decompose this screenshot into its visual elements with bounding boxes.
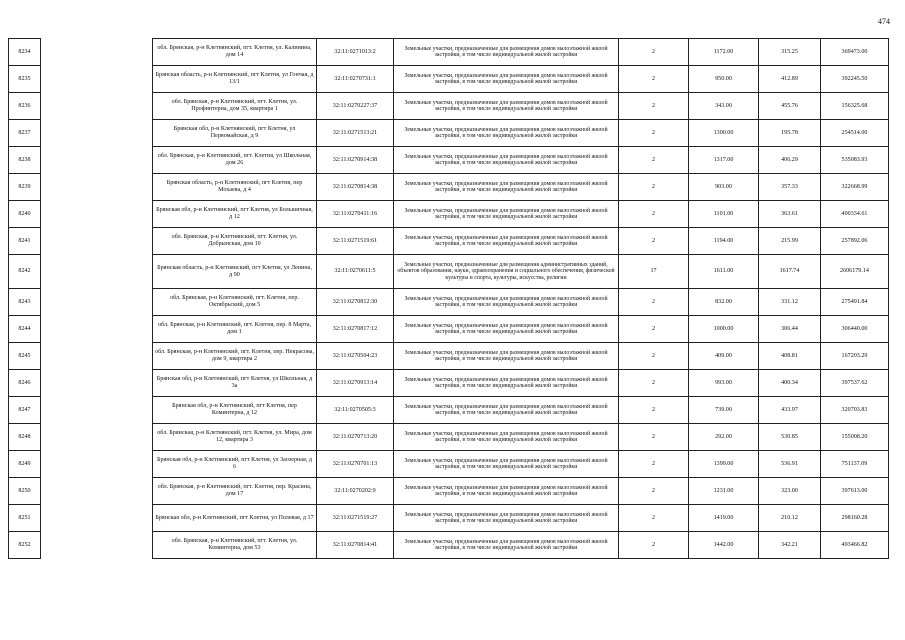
table-row [9, 343, 889, 370]
area-cell: 1300.00 [689, 120, 759, 147]
specific-value-cell: 357.33 [759, 174, 821, 201]
table-row [9, 424, 889, 451]
cadastral-number-cell: 32:11:0270505:3 [317, 397, 394, 424]
area-cell: 1419.00 [689, 505, 759, 532]
address-cell: Брянская область, р-н Клетнянский, пгт Клетня, ул Гончая, д 13/1 [153, 66, 317, 93]
use-group-cell: 2 [619, 532, 689, 559]
gap-cell [41, 120, 153, 147]
table-row [9, 255, 889, 289]
land-use-cell: Земельные участки, предназначенные для размещения домов малоэтажной жилой застройки, в том числе индивидуальной жилой застройки [394, 424, 619, 451]
specific-value-cell: 536.91 [759, 451, 821, 478]
area-cell: 1611.00 [689, 255, 759, 289]
cadastral-value-cell: 306440.00 [821, 316, 889, 343]
specific-value-cell: 323.00 [759, 478, 821, 505]
use-group-cell: 2 [619, 39, 689, 66]
table-row [9, 370, 889, 397]
address-cell: Брянская обл, р-н Клетнянский, пгт Клетня, ул Школьная, д 3а [153, 370, 317, 397]
row-number-cell: 8250 [9, 478, 41, 505]
use-group-cell: 2 [619, 174, 689, 201]
gap-cell [41, 39, 153, 66]
cadastral-number-cell: 32:11:0270814:38 [317, 174, 394, 201]
area-cell: 1000.00 [689, 316, 759, 343]
specific-value-cell: 363.61 [759, 201, 821, 228]
cadastral-number-cell: 32:11:0271513:21 [317, 120, 394, 147]
row-number-cell: 8251 [9, 505, 41, 532]
land-use-cell: Земельные участки, предназначенные для размещения административных зданий, объектов образования, науки, здравоохранения и социального обеспечения, физической культуры и спорта, культуры, искусства, религии [394, 255, 619, 289]
area-cell: 1172.00 [689, 39, 759, 66]
cadastral-number-cell: 32:11:0270913:14 [317, 370, 394, 397]
gap-cell [41, 174, 153, 201]
land-use-cell: Земельные участки, предназначенные для размещения домов малоэтажной жилой застройки, в том числе индивидуальной жилой застройки [394, 451, 619, 478]
row-number-cell: 8252 [9, 532, 41, 559]
specific-value-cell: 406.29 [759, 147, 821, 174]
area-cell: 1231.00 [689, 478, 759, 505]
area-cell: 993.00 [689, 370, 759, 397]
area-cell: 343.00 [689, 93, 759, 120]
gap-cell [41, 147, 153, 174]
cadastral-number-cell: 32:11:0270701:13 [317, 451, 394, 478]
gap-cell [41, 370, 153, 397]
land-use-cell: Земельные участки, предназначенные для размещения домов малоэтажной жилой застройки, в том числе индивидуальной жилой застройки [394, 120, 619, 147]
cadastral-value-cell: 397613.00 [821, 478, 889, 505]
use-group-cell: 2 [619, 66, 689, 93]
use-group-cell: 2 [619, 289, 689, 316]
specific-value-cell: 530.85 [759, 424, 821, 451]
specific-value-cell: 1617.74 [759, 255, 821, 289]
use-group-cell: 2 [619, 343, 689, 370]
address-cell: Брянская обл, р-н Клетнянский, пгт Клетня, ул Первомайская, д 9 [153, 120, 317, 147]
row-number-cell: 8239 [9, 174, 41, 201]
cadastral-value-cell: 322668.99 [821, 174, 889, 201]
area-cell: 1194.00 [689, 228, 759, 255]
row-number-cell: 8238 [9, 147, 41, 174]
land-use-cell: Земельные участки, предназначенные для размещения домов малоэтажной жилой застройки, в том числе индивидуальной жилой застройки [394, 66, 619, 93]
cadastral-value-table-container [8, 38, 889, 559]
use-group-cell: 2 [619, 478, 689, 505]
land-use-cell: Земельные участки, предназначенные для размещения домов малоэтажной жилой застройки, в том числе индивидуальной жилой застройки [394, 370, 619, 397]
row-number-cell: 8241 [9, 228, 41, 255]
gap-cell [41, 505, 153, 532]
specific-value-cell: 210.12 [759, 505, 821, 532]
cadastral-number-cell: 32:11:0270411:16 [317, 201, 394, 228]
page-number: 474 [878, 17, 890, 26]
gap-cell [41, 289, 153, 316]
gap-cell [41, 451, 153, 478]
use-group-cell: 2 [619, 424, 689, 451]
land-use-cell: Земельные участки, предназначенные для размещения домов малоэтажной жилой застройки, в том числе индивидуальной жилой застройки [394, 343, 619, 370]
row-number-cell: 8245 [9, 343, 41, 370]
row-number-cell: 8247 [9, 397, 41, 424]
gap-cell [41, 343, 153, 370]
table-row [9, 66, 889, 93]
address-cell: обл. Брянская, р-н Клетнянский, пгт. Клетня, ул. Профинтерна, дом 35, квартира 1 [153, 93, 317, 120]
specific-value-cell: 306.44 [759, 316, 821, 343]
table-row [9, 397, 889, 424]
cadastral-number-cell: 32:11:0271013:2 [317, 39, 394, 66]
cadastral-number-cell: 32:11:0270611:5 [317, 255, 394, 289]
specific-value-cell: 412.89 [759, 66, 821, 93]
land-use-cell: Земельные участки, предназначенные для размещения домов малоэтажной жилой застройки, в том числе индивидуальной жилой застройки [394, 289, 619, 316]
area-cell: 1317.00 [689, 147, 759, 174]
row-number-cell: 8240 [9, 201, 41, 228]
address-cell: Брянская область, р-н Клетнянский, пгт Клетня, ул Ленина, д 90 [153, 255, 317, 289]
cadastral-value-cell: 320703.83 [821, 397, 889, 424]
table-row [9, 147, 889, 174]
row-number-cell: 8248 [9, 424, 41, 451]
cadastral-value-cell: 535083.93 [821, 147, 889, 174]
address-cell: обл. Брянская, р-н Клетнянский, пгт. Клетня, ул. Калинина, дом 14 [153, 39, 317, 66]
cadastral-number-cell: 32:11:0270731:1 [317, 66, 394, 93]
specific-value-cell: 315.25 [759, 39, 821, 66]
cadastral-number-cell: 32:11:0271519:61 [317, 228, 394, 255]
gap-cell [41, 255, 153, 289]
table-row [9, 316, 889, 343]
table-row [9, 93, 889, 120]
cadastral-value-cell: 155008.20 [821, 424, 889, 451]
area-cell: 950.00 [689, 66, 759, 93]
cadastral-value-cell: 2606179.14 [821, 255, 889, 289]
address-cell: Брянская обл, р-н Клетнянский, пгт Клетня, ул Заозерная, д 6 [153, 451, 317, 478]
address-cell: обл. Брянская, р-н Клетнянский, пгт. Клетня, ул. Добрынская, дом 10 [153, 228, 317, 255]
gap-cell [41, 201, 153, 228]
table-row [9, 120, 889, 147]
cadastral-value-cell: 400334.61 [821, 201, 889, 228]
specific-value-cell: 455.76 [759, 93, 821, 120]
cadastral-value-cell: 298160.28 [821, 505, 889, 532]
use-group-cell: 2 [619, 316, 689, 343]
gap-cell [41, 316, 153, 343]
row-number-cell: 8243 [9, 289, 41, 316]
gap-cell [41, 66, 153, 93]
row-number-cell: 8249 [9, 451, 41, 478]
address-cell: обл. Брянская, р-н Клетнянский, пгт. Клетня, ул. Мира, дом 12, квартира 3 [153, 424, 317, 451]
row-number-cell: 8242 [9, 255, 41, 289]
gap-cell [41, 478, 153, 505]
table-row [9, 505, 889, 532]
cadastral-value-cell: 275491.84 [821, 289, 889, 316]
address-cell: обл. Брянская, р-н Клетнянский, пгт. Клетня, пер. Октябрьский, дом 5 [153, 289, 317, 316]
use-group-cell: 2 [619, 120, 689, 147]
address-cell: Брянская обл, р-н Клетнянский, пгт Клетня, ул Большичная, д 12 [153, 201, 317, 228]
cadastral-value-cell: 493466.82 [821, 532, 889, 559]
land-use-cell: Земельные участки, предназначенные для размещения домов малоэтажной жилой застройки, в том числе индивидуальной жилой застройки [394, 505, 619, 532]
cadastral-number-cell: 32:11:0270817:12 [317, 316, 394, 343]
row-number-cell: 8236 [9, 93, 41, 120]
cadastral-value-cell: 167203.29 [821, 343, 889, 370]
use-group-cell: 2 [619, 147, 689, 174]
use-group-cell: 2 [619, 228, 689, 255]
land-use-cell: Земельные участки, предназначенные для размещения домов малоэтажной жилой застройки, в том числе индивидуальной жилой застройки [394, 201, 619, 228]
cadastral-value-cell: 369473.00 [821, 39, 889, 66]
address-cell: обл. Брянская, р-н Клетнянский, пгт. Клетня, ул. Коминтерна, дом 53 [153, 532, 317, 559]
cadastral-number-cell: 32:11:0271519:27 [317, 505, 394, 532]
table-row [9, 478, 889, 505]
use-group-cell: 2 [619, 93, 689, 120]
cadastral-value-table [8, 38, 889, 559]
cadastral-value-cell: 751137.09 [821, 451, 889, 478]
address-cell: обл. Брянская, р-н Клетнянский, пгт. Клетня, пер. Красина, дом 17 [153, 478, 317, 505]
row-number-cell: 8244 [9, 316, 41, 343]
table-row [9, 451, 889, 478]
cadastral-value-cell: 156325.68 [821, 93, 889, 120]
land-use-cell: Земельные участки, предназначенные для размещения домов малоэтажной жилой застройки, в том числе индивидуальной жилой застройки [394, 174, 619, 201]
specific-value-cell: 215.99 [759, 228, 821, 255]
row-number-cell: 8246 [9, 370, 41, 397]
area-cell: 1399.00 [689, 451, 759, 478]
gap-cell [41, 532, 153, 559]
use-group-cell: 2 [619, 397, 689, 424]
use-group-cell: 2 [619, 370, 689, 397]
address-cell: Брянская обл, р-н Клетнянский, пгт Клетня, ул Полевая, д 17 [153, 505, 317, 532]
gap-cell [41, 228, 153, 255]
cadastral-number-cell: 32:11:0270814:41 [317, 532, 394, 559]
address-cell: Брянская обл, р-н Клетнянский, пгт Клетня, пер Коминтерна, д 12 [153, 397, 317, 424]
cadastral-value-cell: 257892.06 [821, 228, 889, 255]
land-use-cell: Земельные участки, предназначенные для размещения домов малоэтажной жилой застройки, в том числе индивидуальной жилой застройки [394, 478, 619, 505]
specific-value-cell: 195.78 [759, 120, 821, 147]
row-number-cell: 8234 [9, 39, 41, 66]
area-cell: 1442.00 [689, 532, 759, 559]
cadastral-value-cell: 254514.00 [821, 120, 889, 147]
gap-cell [41, 397, 153, 424]
cadastral-number-cell: 32:11:0270914:38 [317, 147, 394, 174]
specific-value-cell: 400.34 [759, 370, 821, 397]
table-row [9, 532, 889, 559]
table-row [9, 201, 889, 228]
row-number-cell: 8237 [9, 120, 41, 147]
table-body [9, 39, 889, 559]
cadastral-number-cell: 32:11:0270227:37 [317, 93, 394, 120]
area-cell: 409.00 [689, 343, 759, 370]
address-cell: обл. Брянская, р-н Клетнянский, пгт. Клетня, пер. 8 Марта, дом 1 [153, 316, 317, 343]
use-group-cell: 2 [619, 451, 689, 478]
table-row [9, 39, 889, 66]
land-use-cell: Земельные участки, предназначенные для размещения домов малоэтажной жилой застройки, в том числе индивидуальной жилой застройки [394, 228, 619, 255]
cadastral-value-cell: 397537.62 [821, 370, 889, 397]
cadastral-number-cell: 32:11:0270812:30 [317, 289, 394, 316]
land-use-cell: Земельные участки, предназначенные для размещения домов малоэтажной жилой застройки, в том числе индивидуальной жилой застройки [394, 316, 619, 343]
area-cell: 903.00 [689, 174, 759, 201]
land-use-cell: Земельные участки, предназначенные для размещения домов малоэтажной жилой застройки, в том числе индивидуальной жилой застройки [394, 397, 619, 424]
cadastral-number-cell: 32:11:0270713:20 [317, 424, 394, 451]
area-cell: 1101.00 [689, 201, 759, 228]
specific-value-cell: 433.97 [759, 397, 821, 424]
cadastral-value-cell: 392245.50 [821, 66, 889, 93]
specific-value-cell: 408.81 [759, 343, 821, 370]
land-use-cell: Земельные участки, предназначенные для размещения домов малоэтажной жилой застройки, в том числе индивидуальной жилой застройки [394, 39, 619, 66]
gap-cell [41, 93, 153, 120]
cadastral-number-cell: 32:11:0270202:9 [317, 478, 394, 505]
address-cell: Брянская область, р-н Клетнянский, пгт Клетня, пер Мохаева, д 4 [153, 174, 317, 201]
table-row [9, 228, 889, 255]
area-cell: 832.00 [689, 289, 759, 316]
use-group-cell: 17 [619, 255, 689, 289]
table-row [9, 289, 889, 316]
specific-value-cell: 331.12 [759, 289, 821, 316]
address-cell: обл. Брянская, р-н Клетнянский, пгт. Клетня, ул Школьная, дом 26 [153, 147, 317, 174]
land-use-cell: Земельные участки, предназначенные для размещения домов малоэтажной жилой застройки, в том числе индивидуальной жилой застройки [394, 532, 619, 559]
use-group-cell: 2 [619, 505, 689, 532]
use-group-cell: 2 [619, 201, 689, 228]
area-cell: 739.00 [689, 397, 759, 424]
specific-value-cell: 342.21 [759, 532, 821, 559]
land-use-cell: Земельные участки, предназначенные для размещения домов малоэтажной жилой застройки, в том числе индивидуальной жилой застройки [394, 147, 619, 174]
row-number-cell: 8235 [9, 66, 41, 93]
gap-cell [41, 424, 153, 451]
area-cell: 292.00 [689, 424, 759, 451]
address-cell: обл. Брянская, р-н Клетнянский, пгт. Клетня, пер. Некрасова, дом 9, квартира 2 [153, 343, 317, 370]
land-use-cell: Земельные участки, предназначенные для размещения домов малоэтажной жилой застройки, в том числе индивидуальной жилой застройки [394, 93, 619, 120]
table-row [9, 174, 889, 201]
cadastral-number-cell: 32:11:0270504:23 [317, 343, 394, 370]
